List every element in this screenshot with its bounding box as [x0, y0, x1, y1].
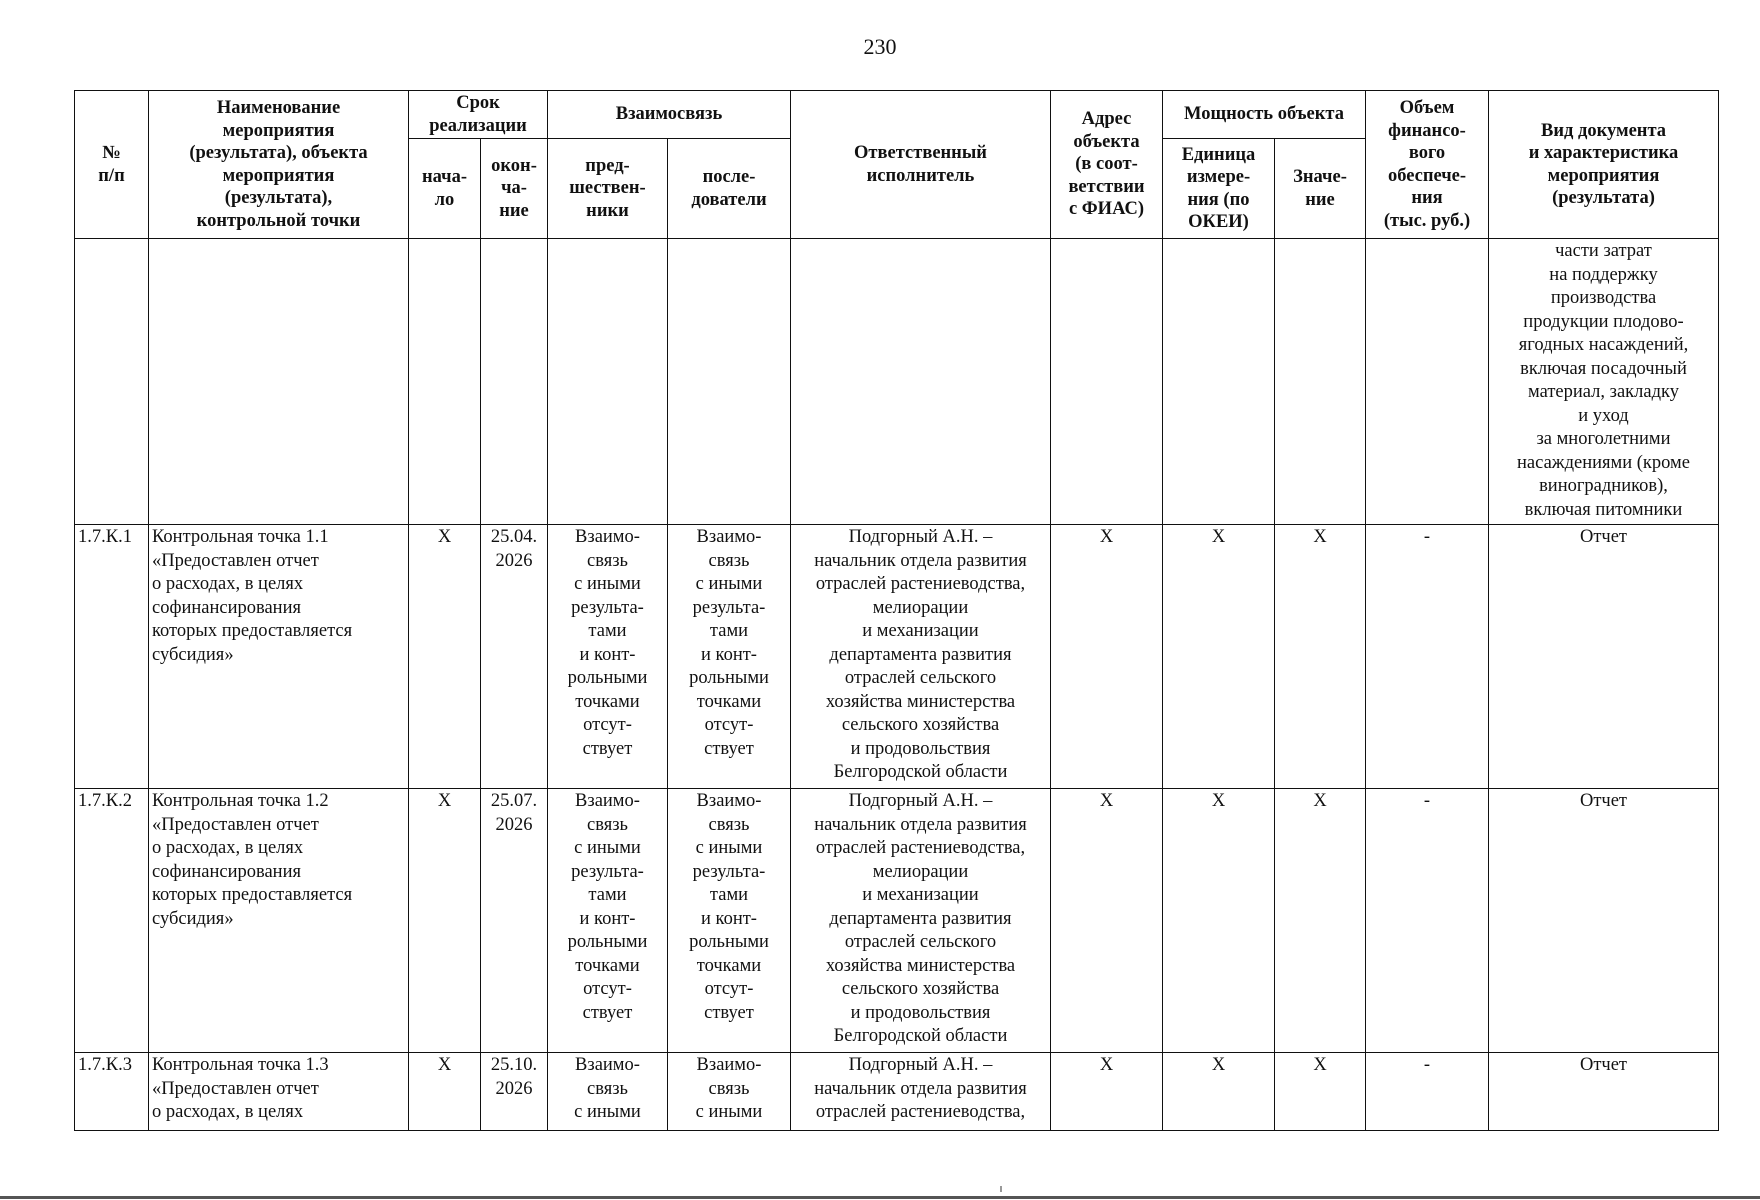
cell-doc-type: Отчет	[1489, 1053, 1719, 1131]
cell-name: Контрольная точка 1.1 «Предоставлен отчет о расходах, в целях софинансирования которых предоставляется субсидия»	[149, 525, 409, 789]
cell-unit: X	[1163, 1053, 1275, 1131]
cell-predecessors: Взаимо- связь с иными результа- тами и конт- рольными точками отсут- ствует	[548, 525, 668, 789]
cell-continuation-text: части затрат на поддержку производства продукции плодово- ягодных насаждений, включая посадочный материал, закладку и уход за многолетними насаждениями (кроме виноградников), включая питомники	[1489, 239, 1719, 525]
cell-predecessors: Взаимо- связь с иными	[548, 1053, 668, 1131]
table-row	[75, 789, 1719, 1053]
header-start: нача- ло	[409, 139, 481, 239]
cell-empty	[1275, 239, 1366, 525]
cell-address: X	[1051, 525, 1163, 789]
cell-finance: -	[1366, 1053, 1489, 1131]
cell-empty	[668, 239, 791, 525]
cell-responsible: Подгорный А.Н. – начальник отдела развития отраслей растениеводства,	[791, 1053, 1051, 1131]
scan-artifact	[1000, 1186, 1002, 1192]
table-row	[75, 525, 1719, 789]
cell-end: 25.10. 2026	[481, 1053, 548, 1131]
cell-empty	[149, 239, 409, 525]
table-row-continuation	[75, 239, 1719, 525]
cell-address: X	[1051, 1053, 1163, 1131]
cell-unit: X	[1163, 525, 1275, 789]
cell-end: 25.07. 2026	[481, 789, 548, 1053]
cell-empty	[481, 239, 548, 525]
cell-empty	[1051, 239, 1163, 525]
cell-start: X	[409, 1053, 481, 1131]
cell-empty	[1163, 239, 1275, 525]
header-name: Наименование мероприятия (результата), объекта мероприятия (результата), контрольной точки	[149, 91, 409, 239]
cell-name: Контрольная точка 1.2 «Предоставлен отчет о расходах, в целях софинансирования которых предоставляется субсидия»	[149, 789, 409, 1053]
cell-responsible: Подгорный А.Н. – начальник отдела развития отраслей растениеводства, мелиорации и механизации департамента развития отраслей сельского хозяйства министерства сельского хозяйства и продовольствия Белгородской области	[791, 525, 1051, 789]
cell-value: X	[1275, 525, 1366, 789]
table-row	[75, 1053, 1719, 1131]
header-unit: Единица измере- ния (по ОКЕИ)	[1163, 139, 1275, 239]
header-address: Адрес объекта (в соот- ветствии с ФИАС)	[1051, 91, 1163, 239]
cell-empty	[1366, 239, 1489, 525]
cell-successors: Взаимо- связь с иными	[668, 1053, 791, 1131]
cell-num: 1.7.К.2	[75, 789, 149, 1053]
cell-unit: X	[1163, 789, 1275, 1053]
page-number: 230	[863, 34, 897, 59]
cell-end: 25.04. 2026	[481, 525, 548, 789]
header-num: № п/п	[75, 91, 149, 239]
header-successors: после- дователи	[668, 139, 791, 239]
header-row-1	[75, 91, 1719, 139]
cell-start: X	[409, 525, 481, 789]
cell-successors: Взаимо- связь с иными результа- тами и конт- рольными точками отсут- ствует	[668, 789, 791, 1053]
cell-empty	[409, 239, 481, 525]
cell-finance: -	[1366, 789, 1489, 1053]
header-end: окон- ча- ние	[481, 139, 548, 239]
header-predecessors: пред- шествен- ники	[548, 139, 668, 239]
cell-num: 1.7.К.1	[75, 525, 149, 789]
cell-doc-type: Отчет	[1489, 789, 1719, 1053]
cell-successors: Взаимо- связь с иными результа- тами и конт- рольными точками отсут- ствует	[668, 525, 791, 789]
cell-value: X	[1275, 789, 1366, 1053]
cell-num: 1.7.К.3	[75, 1053, 149, 1131]
cell-predecessors: Взаимо- связь с иными результа- тами и конт- рольными точками отсут- ствует	[548, 789, 668, 1053]
cell-value: X	[1275, 1053, 1366, 1131]
header-relation: Взаимосвязь	[548, 91, 791, 139]
cell-empty	[548, 239, 668, 525]
cell-name: Контрольная точка 1.3 «Предоставлен отчет о расходах, в целях	[149, 1053, 409, 1131]
header-doc-type: Вид документа и характеристика мероприятия (результата)	[1489, 91, 1719, 239]
cell-finance: -	[1366, 525, 1489, 789]
header-finance: Объем финансо- вого обеспече- ния (тыс. руб.)	[1366, 91, 1489, 239]
cell-empty	[75, 239, 149, 525]
header-term: Срок реализации	[409, 91, 548, 139]
cell-empty	[791, 239, 1051, 525]
header-value: Значе- ние	[1275, 139, 1366, 239]
cell-address: X	[1051, 789, 1163, 1053]
events-table	[74, 90, 1719, 1131]
cell-doc-type: Отчет	[1489, 525, 1719, 789]
cell-responsible: Подгорный А.Н. – начальник отдела развития отраслей растениеводства, мелиорации и механизации департамента развития отраслей сельского хозяйства министерства сельского хозяйства и продовольствия Белгородской области	[791, 789, 1051, 1053]
scan-edge-line	[0, 1196, 1760, 1199]
cell-start: X	[409, 789, 481, 1053]
header-responsible: Ответственный исполнитель	[791, 91, 1051, 239]
header-capacity: Мощность объекта	[1163, 91, 1366, 139]
